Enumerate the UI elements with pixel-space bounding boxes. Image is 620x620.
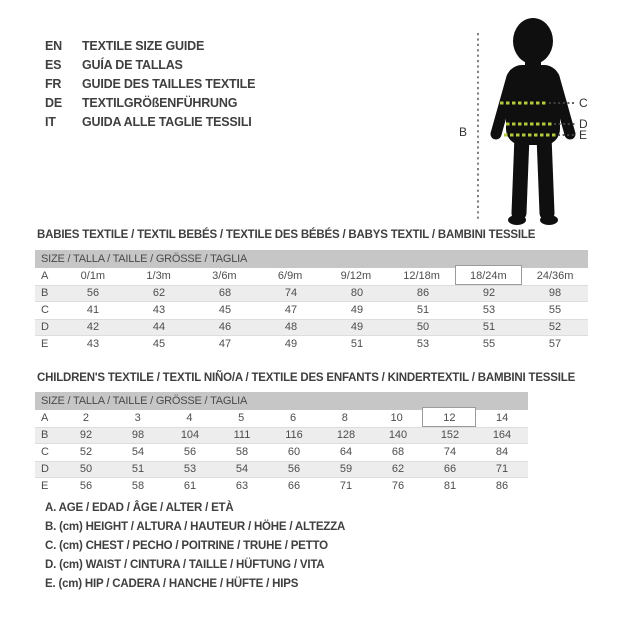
table-cell: 116	[285, 429, 303, 441]
title-text: GUÍA DE TALLAS	[82, 58, 183, 72]
legend-item-age: A. AGE / EDAD / ÂGE / ALTER / ETÀ	[45, 502, 234, 514]
row-label: B	[41, 429, 49, 441]
row-label: E	[41, 480, 49, 492]
row-label: D	[41, 463, 49, 475]
table-cell: 12/18m	[403, 270, 440, 282]
children-table-title: CHILDREN'S TEXTILE / TEXTIL NIÑO/A / TEXTILE DES ENFANTS / KINDERTEXTIL / BAMBINI TESSILE	[37, 372, 576, 384]
chest-label: C	[579, 96, 588, 110]
table-cell: 3/6m	[212, 270, 237, 282]
table-cell: 44	[152, 321, 166, 333]
table-cell: 56	[86, 287, 100, 299]
table-cell: 43	[86, 338, 100, 350]
row-label: B	[41, 287, 49, 299]
title-row-es	[45, 56, 255, 75]
table-row	[35, 336, 588, 353]
children-table-header: SIZE / TALLA / TAILLE / GRÖSSE / TAGLIA	[35, 392, 528, 410]
table-cell: 152	[440, 429, 460, 441]
table-cell: 4	[186, 412, 193, 424]
table-cell: 51	[416, 304, 430, 316]
child-silhouette-diagram	[433, 8, 620, 238]
table-cell: 50	[79, 463, 93, 475]
table-cell: 8	[341, 412, 348, 424]
language-title-block	[45, 37, 255, 132]
lang-code: IT	[45, 115, 56, 129]
table-cell: 24/36m	[536, 270, 574, 282]
table-cell: 61	[183, 480, 197, 492]
table-cell: 98	[548, 287, 562, 299]
table-cell: 62	[391, 463, 405, 475]
legend-item-chest: C. (cm) CHEST / PECHO / POITRINE / TRUHE / PETTO	[45, 540, 328, 552]
table-cell: 6	[289, 412, 297, 424]
table-cell: 66	[287, 480, 301, 492]
row-label: A	[41, 270, 49, 282]
title-text: TEXTILE SIZE GUIDE	[82, 39, 205, 53]
title-row-it	[45, 113, 255, 132]
table-cell: 80	[350, 287, 364, 299]
table-row	[35, 285, 588, 302]
table-cell: 54	[131, 446, 145, 458]
table-cell: 9/12m	[340, 270, 372, 282]
babies-table-title: BABIES TEXTILE / TEXTIL BEBÉS / TEXTILE DES BÉBÉS / BABYS TEXTIL / BAMBINI TESSILE	[37, 229, 536, 241]
table-cell: 57	[548, 338, 562, 350]
table-cell: 10	[390, 412, 403, 424]
table-cell: 45	[152, 338, 166, 350]
table-cell: 14	[496, 412, 509, 424]
row-label: E	[41, 338, 49, 350]
table-cell: 48	[284, 321, 298, 333]
table-cell: 66	[443, 463, 457, 475]
table-cell: 104	[180, 429, 200, 441]
table-cell: 81	[443, 480, 457, 492]
lang-code: ES	[45, 58, 62, 72]
title-row-fr	[45, 75, 255, 94]
table-cell: 53	[416, 338, 430, 350]
table-cell: 41	[86, 304, 100, 316]
table-cell: 58	[131, 480, 145, 492]
table-row	[35, 427, 528, 444]
table-cell: 56	[183, 446, 197, 458]
table-cell: 53	[482, 304, 496, 316]
height-label: B	[459, 125, 468, 139]
table-cell: 1/3m	[146, 270, 171, 282]
table-cell: 49	[350, 321, 364, 333]
table-cell: 63	[235, 480, 249, 492]
table-cell: 52	[79, 446, 93, 458]
table-row	[35, 444, 528, 461]
row-label: C	[41, 446, 49, 458]
measurement-legend	[45, 499, 345, 594]
table-cell: 2	[82, 412, 89, 424]
table-cell: 56	[79, 480, 93, 492]
table-cell: 59	[339, 463, 353, 475]
legend-item-height: B. (cm) HEIGHT / ALTURA / HAUTEUR / HÖHE / ALTEZZA	[45, 521, 346, 533]
table-cell: 43	[152, 304, 166, 316]
table-cell: 49	[350, 304, 364, 316]
table-cell: 71	[495, 463, 509, 475]
table-cell: 53	[183, 463, 197, 475]
table-cell: 5	[238, 412, 245, 424]
table-cell: 3	[134, 412, 141, 424]
table-cell: 62	[152, 287, 166, 299]
table-cell: 111	[233, 429, 251, 441]
table-row	[35, 410, 528, 427]
table-cell: 55	[548, 304, 562, 316]
title-row-en	[45, 37, 255, 56]
table-row	[35, 302, 588, 319]
table-cell: 51	[482, 321, 496, 333]
table-cell: 86	[416, 287, 430, 299]
title-text: GUIDA ALLE TAGLIE TESSILI	[82, 115, 252, 129]
table-cell: 84	[495, 446, 509, 458]
table-cell: 52	[548, 321, 562, 333]
table-cell: 164	[492, 429, 512, 441]
table-cell: 74	[284, 287, 298, 299]
table-cell: 86	[495, 480, 509, 492]
table-cell: 56	[287, 463, 301, 475]
row-label: D	[41, 321, 49, 333]
title-text: GUIDE DES TAILLES TEXTILE	[82, 77, 256, 91]
hip-label: E	[579, 128, 588, 142]
table-cell: 42	[86, 321, 100, 333]
table-cell: 54	[235, 463, 249, 475]
table-cell: 46	[218, 321, 232, 333]
table-cell: 74	[443, 446, 457, 458]
table-cell: 92	[79, 429, 93, 441]
table-cell: 50	[416, 321, 430, 333]
legend-item-hip: E. (cm) HIP / CADERA / HANCHE / HÜFTE / HIPS	[45, 578, 299, 590]
table-row	[35, 478, 528, 495]
babies-size-table	[35, 250, 588, 353]
child-silhouette	[496, 18, 570, 225]
table-cell: 0/1m	[80, 270, 106, 282]
row-label: A	[41, 412, 49, 424]
table-cell: 47	[218, 338, 232, 350]
table-cell: 55	[482, 338, 496, 350]
table-cell: 68	[218, 287, 232, 299]
table-cell: 58	[235, 446, 249, 458]
table-cell: 98	[131, 429, 145, 441]
table-cell: 128	[336, 429, 356, 441]
table-cell: 71	[339, 480, 353, 492]
row-label: C	[41, 304, 49, 316]
table-cell: 51	[131, 463, 145, 475]
table-cell: 92	[482, 287, 496, 299]
title-row-de	[45, 94, 255, 113]
table-cell: 47	[284, 304, 298, 316]
waist-label: D	[579, 117, 588, 131]
table-cell: 6/9m	[277, 270, 303, 282]
table-cell: 51	[350, 338, 364, 350]
table-cell: 64	[339, 446, 353, 458]
table-row	[35, 461, 528, 478]
table-cell: 76	[391, 480, 405, 492]
table-cell: 68	[391, 446, 405, 458]
title-text: TEXTILGRÖßENFÜHRUNG	[82, 96, 238, 110]
table-cell: 45	[218, 304, 232, 316]
table-row	[35, 268, 588, 285]
table-cell: 140	[388, 429, 408, 441]
table-row	[35, 319, 588, 336]
lang-code: FR	[45, 77, 62, 91]
legend-item-waist: D. (cm) WAIST / CINTURA / TAILLE / HÜFTUNG / VITA	[45, 559, 325, 571]
children-size-table	[35, 392, 528, 495]
table-cell: 49	[284, 338, 298, 350]
lang-code: DE	[45, 96, 62, 110]
highlighted-size-cell: 12	[422, 407, 476, 427]
table-cell: 60	[287, 446, 301, 458]
lang-code: EN	[45, 39, 62, 53]
babies-table-header: SIZE / TALLA / TAILLE / GRÖSSE / TAGLIA	[35, 250, 588, 268]
highlighted-size-cell: 18/24m	[455, 265, 523, 285]
